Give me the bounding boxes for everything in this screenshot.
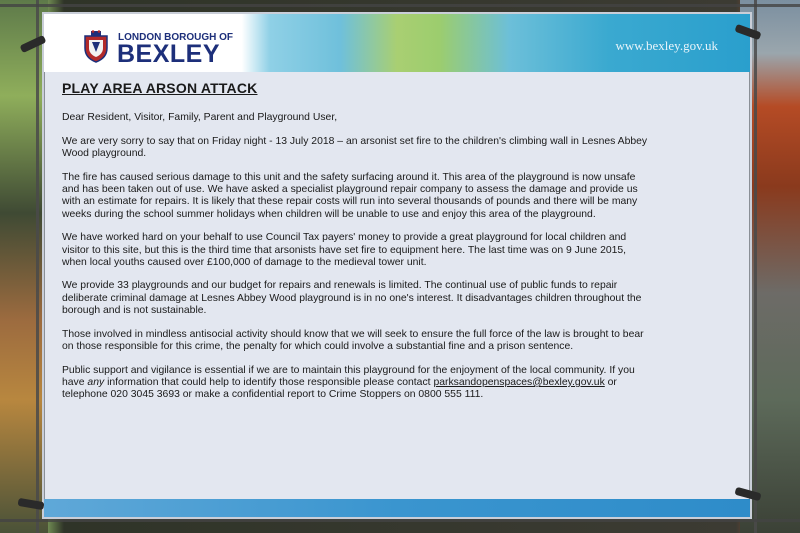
paragraph-contact (62, 365, 652, 402)
contact-text-b: information that could help to identify those responsible please contact (104, 376, 434, 388)
bexley-crest-icon (82, 30, 110, 64)
borough-label: LONDON BOROUGH OF (118, 32, 233, 43)
paragraph-damage: The fire has caused serious damage to this unit and the safety surfacing around it. This area of the playground is now unsafe and has been taken out of use. We have asked a specialist playground repair company to assess the damage and provide us with an estimate for repairs. It is likely that these repair costs will run into several thousands of pounds and there will be many weeks during the school summer holidays when children will be unable to use and enjoy this area of the playground. (62, 171, 638, 220)
contact-text-a: Public support and vigilance is essential if we are to maintain this playground for the enjoyment of the local community. If you have (62, 364, 635, 388)
borough-name: BEXLEY (117, 40, 221, 68)
notice-body (62, 82, 652, 413)
council-logo (44, 14, 233, 72)
fence-post (36, 0, 39, 533)
contact-emphasis: any (87, 376, 105, 388)
fence-wire (0, 4, 800, 7)
background-foliage-left (0, 0, 48, 533)
greeting: Dear Resident, Visitor, Family, Parent and Playground User, (62, 112, 338, 124)
paragraph-incident: We are very sorry to say that on Friday night - 13 July 2018 – an arsonist set fire to the children's climbing wall in Lesnes Abbey Wood playground. (62, 135, 648, 160)
paragraph-penalty: Those involved in mindless antisocial activity should know that we will seek to ensure the full force of the law is brought to bear on those responsible for this crime, the penalty for which could involve a substantial fine and a prison sentence. (62, 328, 644, 353)
notice-title: PLAY AREA ARSON ATTACK (62, 80, 258, 96)
contact-text-c: or telephone 020 3045 3693 or make a confidential report to Crime Stoppers on 0800 555 111. (62, 376, 617, 401)
sign-header-banner (44, 14, 750, 72)
sign-footer-strip (44, 499, 750, 517)
paragraph-history: We have worked hard on your behalf to use Council Tax payers' money to provide a great playground for local children and visitor to this site, but this is the third time that arsonists have set fire to equipment here. The last time was on 9 June 2015, when local youths caused over £100,000 of damage to the medieval tower unit. (62, 232, 627, 269)
fence-post (754, 0, 757, 533)
contact-email: parksandopenspaces@bexley.gov.uk (433, 376, 605, 388)
paragraph-budget: We provide 33 playgrounds and our budget for repairs and renewals is limited. The continual use of public funds to repair deliberate criminal damage at Lesnes Abbey Wood playground is in no one's interest. It disadvantages children throughout the borough and is not sustainable. (62, 280, 642, 317)
fence-wire (0, 519, 800, 522)
website-text: www.bexley.gov.uk (615, 38, 718, 53)
